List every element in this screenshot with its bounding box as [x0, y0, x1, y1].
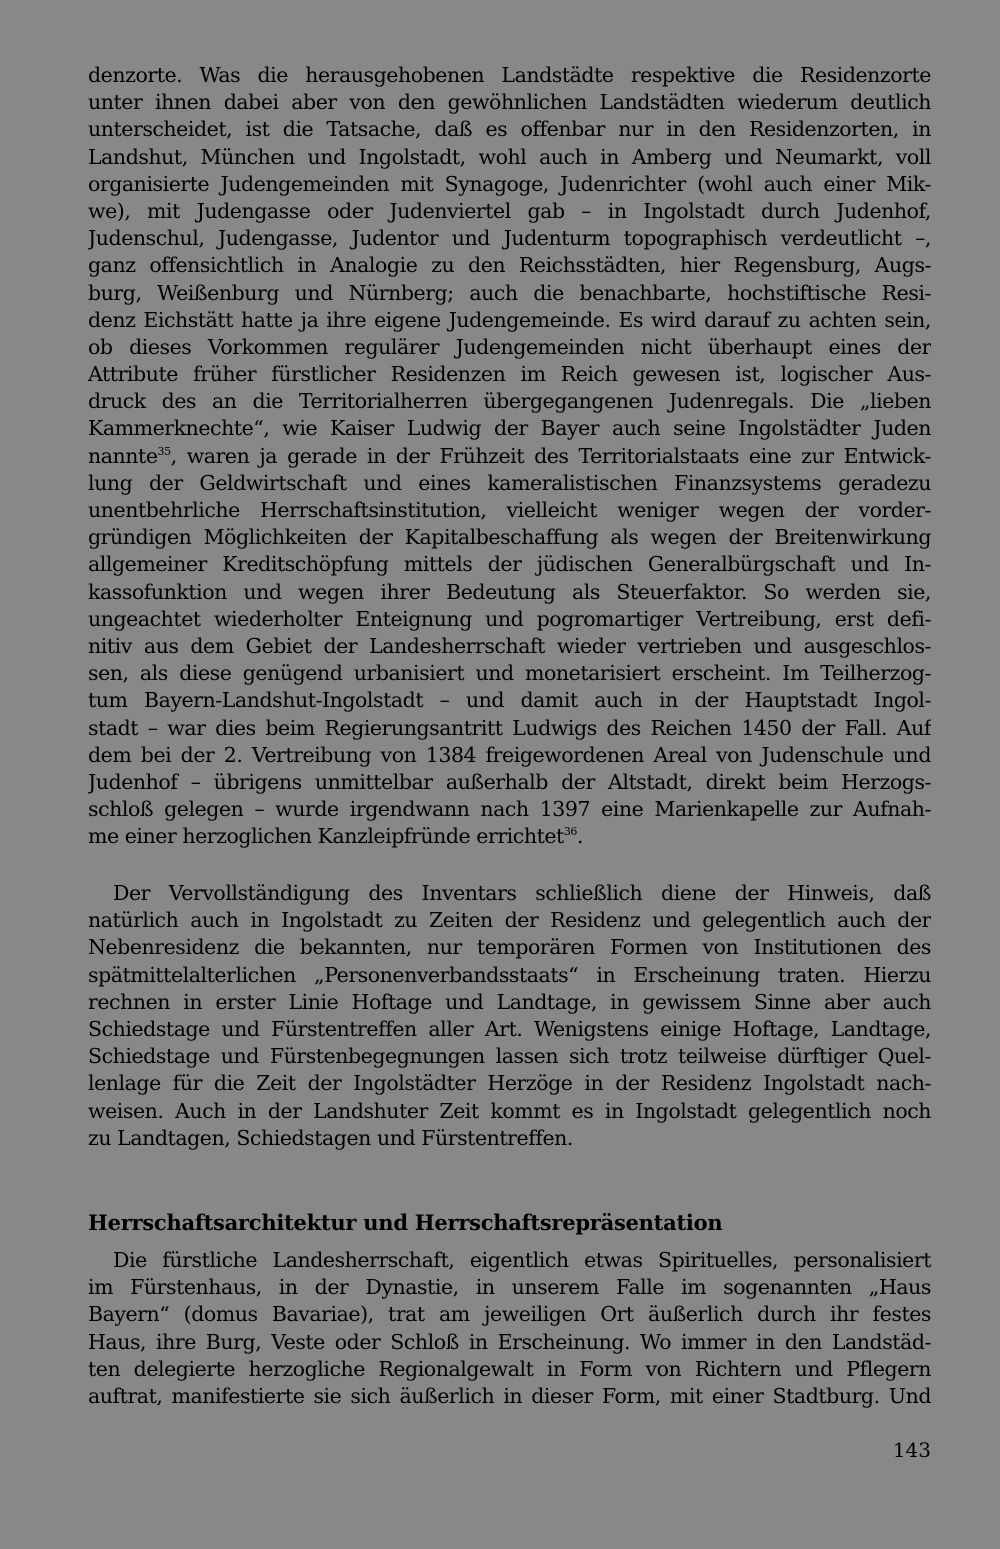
text-line: unter ihnen dabei aber von den gewöhnlichen Landstädten wiederum deutlich [88, 90, 931, 115]
text-line: lung der Geldwirtschaft und eines kameralistischen Finanzsystems geradezu [88, 470, 931, 495]
text-line: sen, als diese genügend urbanisiert und monetarisiert erscheint. Im Teilherzog- [88, 661, 931, 686]
text-line: Schiedstage und Fürstenbegegnungen lassen sich trotz teilweise dürftiger Quel- [88, 1044, 931, 1069]
text-line: natürlich auch in Ingolstadt zu Zeiten der Residenz und gelegentlich auch der [88, 908, 931, 933]
text-line: rechnen in erster Linie Hoftage und Landtage, in gewissem Sinne aber auch [88, 989, 931, 1014]
text-line: unterscheidet, ist die Tatsache, daß es offenbar nur in den Residenzorten, in [88, 117, 931, 142]
section-heading: Herrschaftsarchitektur und Herrschaftsrepräsentation [88, 1210, 723, 1235]
text-line: we), mit Judengasse oder Judenviertel gab – in Ingolstadt durch Judenhof, [88, 198, 931, 223]
text-line: unentbehrliche Herrschaftsinstitution, vielleicht weniger wegen der vorder- [88, 498, 931, 522]
text-line: Haus, ihre Burg, Veste oder Schloß in Erscheinung. Wo immer in den Landstäd- [88, 1329, 931, 1354]
text-line: kassofunktion und wegen ihrer Bedeutung als Steuerfaktor. So werden sie, [88, 579, 931, 604]
paragraph-princely-lordship [88, 1247, 931, 1410]
text-line: zu Landtagen, Schiedstagen und Fürstentreffen. [88, 1125, 573, 1150]
text-line: dem bei der 2. Vertreibung von 1384 freigewordenen Areal von Judenschule und [88, 742, 931, 767]
footnote-marker: 35 [157, 444, 171, 458]
text-line: Landshut, München und Ingolstadt, wohl auch in Amberg und Neumarkt, voll [88, 144, 931, 169]
text-line: Schiedstage und Fürstentreffen aller Art. Wenigstens einige Hoftage, Landtage, [88, 1016, 931, 1041]
text-line: nitiv aus dem Gebiet der Landesherrschaft wieder vertrieben und ausgeschlos- [88, 633, 931, 658]
text-line: gründigen Möglichkeiten der Kapitalbeschaffung als wegen der Breitenwirkung [88, 525, 931, 550]
text-line: ungeachtet wiederholter Enteignung und pogromartiger Vertreibung, erst defi- [88, 606, 931, 631]
text-line: ten delegierte herzogliche Regionalgewalt in Form von Richtern und Pflegern [88, 1356, 931, 1381]
page-number: 143 [892, 1438, 931, 1462]
text-line: druck des an die Territorialherren übergegangenen Judenregals. Die „lieben [88, 389, 931, 414]
text-line: ganz offensichtlich in Analogie zu den Reichsstädten, hier Regensburg, Augs- [88, 253, 931, 278]
text-line: tum Bayern-Landshut-Ingolstadt – und damit auch in der Hauptstadt Ingol- [88, 688, 931, 713]
text-line: Die fürstliche Landesherrschaft, eigentlich etwas Spirituelles, personalisiert [113, 1248, 931, 1272]
text-line: im Fürstenhaus, in der Dynastie, in unserem Falle im sogenannten „Haus [88, 1275, 931, 1300]
text-line: Judenschul, Judengasse, Judentor und Judenturm topographisch verdeutlicht –, [88, 226, 931, 251]
text-line: auftrat, manifestierte sie sich äußerlich in dieser Form, mit einer Stadtburg. Und [88, 1383, 931, 1408]
text-line: organisierte Judengemeinden mit Synagoge, Judenrichter (wohl auch einer Mik- [88, 171, 931, 196]
text-line: lenlage für die Zeit der Ingolstädter Herzöge in der Residenz Ingolstadt nach- [88, 1071, 931, 1096]
paragraph-inventory-institutions [88, 880, 931, 1152]
text-line: burg, Weißenburg und Nürnberg; auch die benachbarte, hochstiftische Resi- [88, 280, 931, 305]
text-line: Judenhof – übrigens unmittelbar außerhalb der Altstadt, direkt beim Herzogs- [88, 769, 931, 794]
text-line: allgemeiner Kreditschöpfung mittels der jüdischen Generalbürgschaft und In- [88, 552, 931, 577]
text-line: weisen. Auch in der Landshuter Zeit kommt es in Ingolstadt gelegentlich noch [88, 1098, 931, 1123]
text-line: Kammerknechte“, wie Kaiser Ludwig der Bayer auch seine Ingolstädter Juden [88, 416, 931, 441]
footnote-marker: 36 [563, 825, 577, 839]
text-line: Nebenresidenz die bekannten, nur temporären Formen von Institutionen des [88, 935, 931, 960]
text-line: me einer herzoglichen Kanzleipfründe errichtet$^{36}$. [88, 824, 584, 849]
text-line: schloß gelegen – wurde irgendwann nach 1397 eine Marienkapelle zur Aufnah- [88, 797, 931, 822]
text-line: Attribute früher fürstlicher Residenzen im Reich gewesen ist, logischer Aus- [88, 362, 931, 387]
text-line: Der Vervollständigung des Inventars schließlich diene der Hinweis, daß [113, 881, 931, 905]
text-line: ob dieses Vorkommen regulärer Judengemeinden nicht überhaupt eines der [88, 334, 931, 359]
text-line: denz Eichstätt hatte ja ihre eigene Judengemeinde. Es wird darauf zu achten sein, [88, 307, 931, 332]
text-line: nannte$^{35}$, waren ja gerade in der Frühzeit des Territorialstaats eine zur Entwick- [88, 443, 931, 468]
paragraph-residence-jewish-communities [88, 62, 931, 850]
text-line: Bayern“ (domus Bavariae), trat am jeweiligen Ort äußerlich durch ihr festes [88, 1302, 931, 1327]
text-line: stadt – war dies beim Regierungsantritt Ludwigs des Reichen 1450 der Fall. Auf [88, 715, 931, 740]
text-line: spätmittelalterlichen „Personenverbandsstaats“ in Erscheinung traten. Hierzu [88, 962, 931, 987]
text-line: denzorte. Was die herausgehobenen Landstädte respektive die Residenzorte [88, 63, 931, 87]
